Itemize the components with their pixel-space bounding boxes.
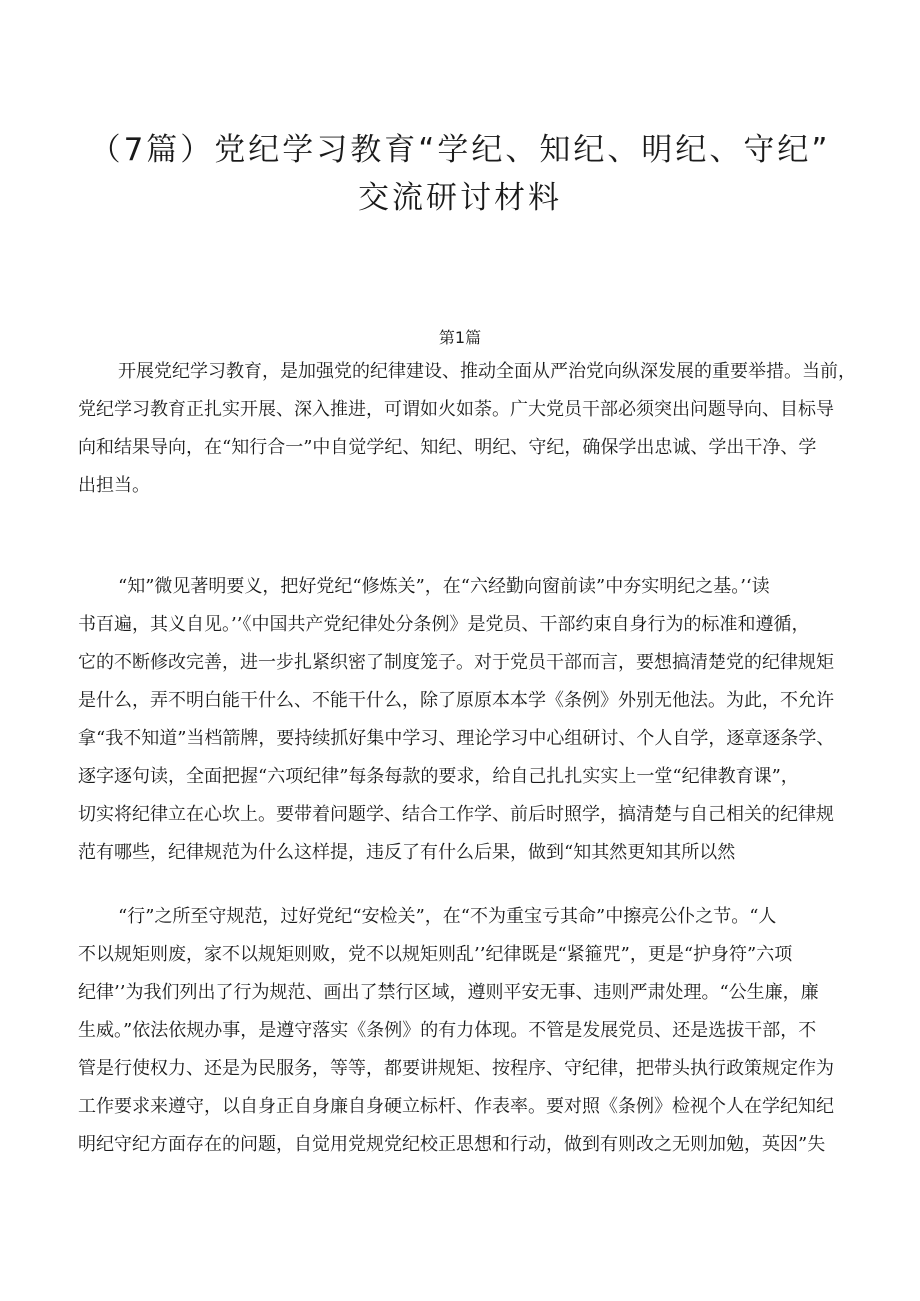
paragraph-1: [78, 353, 858, 505]
paragraph-line: 生威。”依法依规办事，是遵守落实《条例》的有力体现。不管是发展党员、还是选拔干部，不: [78, 1020, 817, 1041]
paragraph-line: 开展党纪学习教育，是加强党的纪律建设、推动全面从严治党向纵深发展的重要举措。当前，: [118, 361, 856, 382]
paragraph-2: [78, 568, 858, 872]
document-title-line-1: （7篇）党纪学习教育“学纪、知纪、明纪、守纪”: [89, 132, 831, 168]
paragraph-line: 管是行使权力、还是为民服务，等等，都要讲规矩、按程序、守纪律，把带头执行政策规定作为: [78, 1058, 834, 1079]
paragraph-line: 书百遍，其义自见。’’《中国共产党纪律处分条例》是党员、干部约束自身行为的标准和遵循，: [78, 614, 810, 635]
paragraph-line: 工作要求来遵守，以自身正自身廉自身硬立标杆、作表率。要对照《条例》检视个人在学纪知纪: [78, 1096, 834, 1117]
paragraph-3: [78, 898, 858, 1164]
paragraph-line: “行”之所至守规范，过好党纪“安检关”，在“不为重宝亏其命”中擦亮公仆之节。“人: [118, 906, 777, 927]
paragraph-line: 它的不断修改完善，进一步扎紧织密了制度笼子。对于党员干部而言，要想搞清楚党的纪律规矩: [78, 652, 834, 673]
paragraph-line: 出担当。: [78, 475, 150, 496]
paragraph-line: 逐字逐句读，全面把握“六项纪律”每条每款的要求，给自己扎扎实实上一堂“纪律教育课”，: [78, 766, 799, 787]
document-title-line-2: 交流研讨材料: [358, 180, 562, 216]
paragraph-line: 拿“我不知道”当档箭牌，要持续抓好集中学习、理论学习中心组研讨、个人自学，逐章逐条学、: [78, 728, 835, 749]
paragraph-line: 不以规矩则废，家不以规矩则败，党不以规矩则乱’’纪律既是“紧箍咒”，更是“护身符”六项: [78, 944, 793, 965]
section-heading: 第1篇: [438, 328, 482, 347]
paragraph-line: 向和结果导向，在“知行合一”中自觉学纪、知纪、明纪、守纪，确保学出忠诚、学出干净、学: [78, 437, 817, 458]
paragraph-line: 党纪学习教育正扎实开展、深入推进，可谓如火如荼。广大党员干部必须突出问题导向、目标导: [78, 399, 834, 420]
paragraph-line: 纪律’’为我们列出了行为规范、画出了禁行区域，遵则平安无事、违则严肃处理。“公生廉，廉: [78, 982, 819, 1003]
paragraph-line: 范有哪些，纪律规范为什么这样提，违反了有什么后果，做到“知其然更知其所以然: [78, 842, 736, 863]
paragraph-line: “知”微见著明要义，把好党纪“修炼关”，在“六经勤向窗前读”中夯实明纪之基。’‘读: [118, 576, 770, 597]
paragraph-line: 明纪守纪方面存在的问题，自觉用党规党纪校正思想和行动，做到有则改之无则加勉，英因”失: [78, 1134, 826, 1155]
paragraph-line: 切实将纪律立在心坎上。要带着问题学、结合工作学、前后时照学，搞清楚与自己相关的纪律规: [78, 804, 834, 825]
paragraph-line: 是什么，弄不明白能干什么、不能干什么，除了原原本本学《条例》外别无他法。为此，不允许: [78, 690, 834, 711]
